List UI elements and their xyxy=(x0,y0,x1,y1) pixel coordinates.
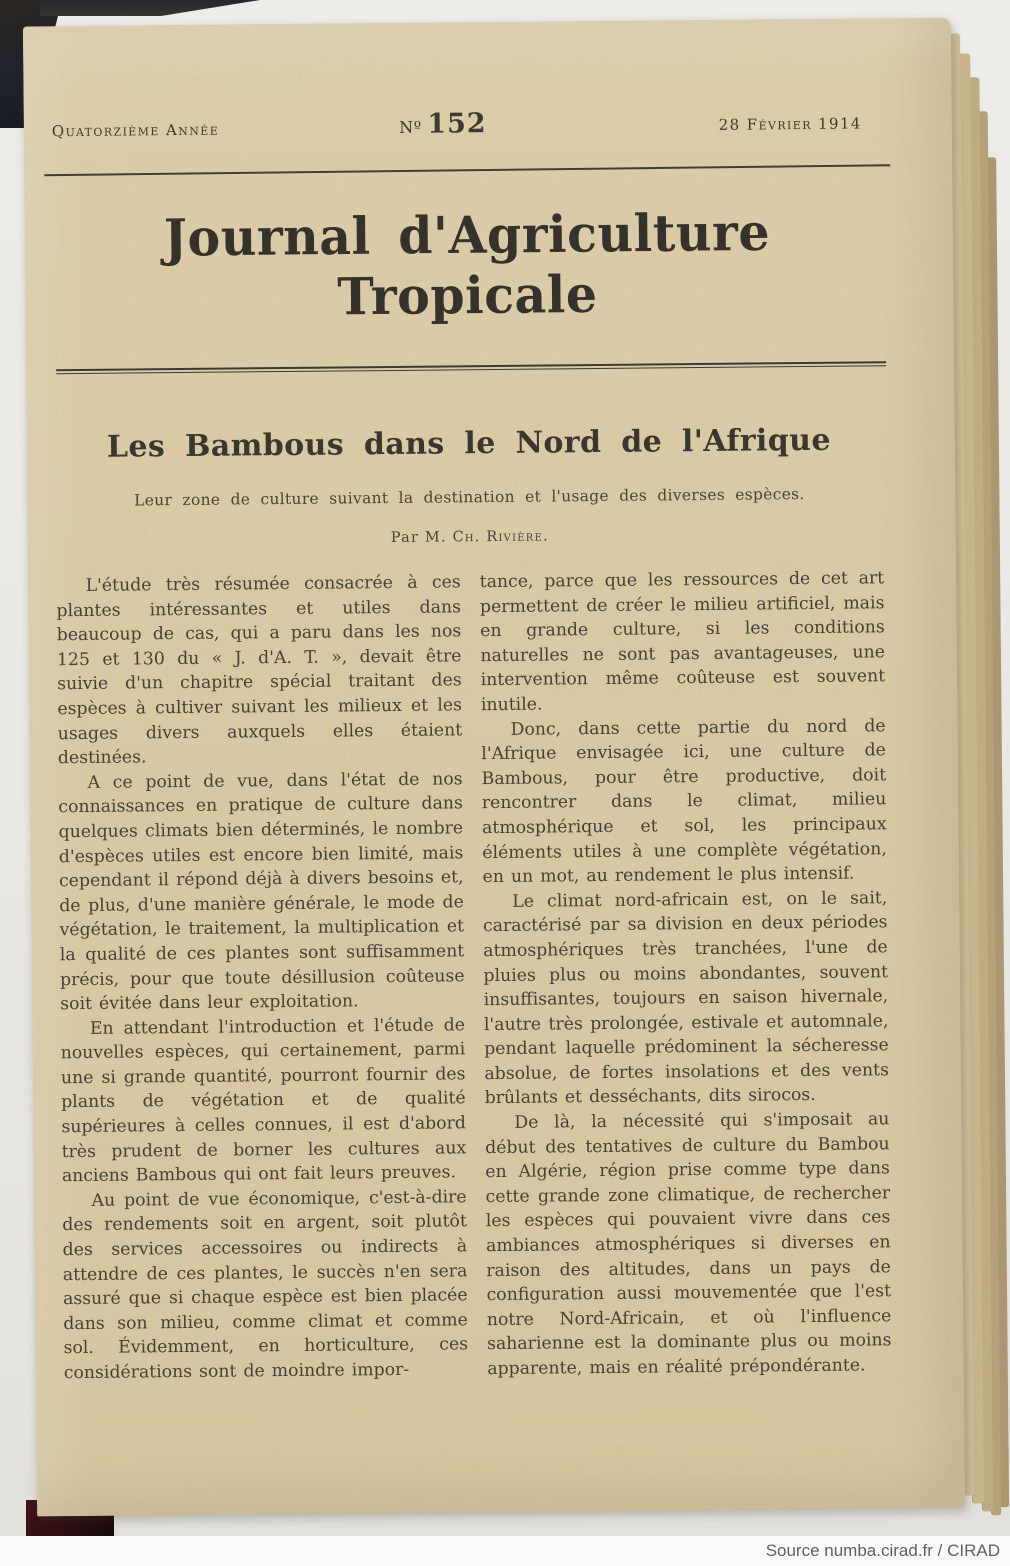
open-book xyxy=(23,18,969,1519)
byline-prefix: Par xyxy=(390,529,420,546)
title-double-rule xyxy=(56,361,886,374)
article-byline xyxy=(56,525,884,549)
paragraph: Le climat nord-africain est, on le sait, caractérisé par sa division en deux périodes atmosphériques très tranchées, l'une de pluies plus ou moins abondantes, souvent insuffisantes, toujours en saison hivernale, l'autre très prolongée, estivale et automnale, pendant laquelle prédominent la sécheresse absolue, de fortes insolations et des vents brûlants et desséchants, dits sirocos. xyxy=(482,887,890,1109)
paragraph: tance, parce que les ressources de cet art permettent de créer le milieu artificiel, mais en grande culture, si les conditions naturelles ne sont pas avantageuses, une intervention même coûteuse est souvent inutile. xyxy=(479,568,886,716)
paragraph: Au point de vue économique, c'est-à-dire des rendements soit en argent, soit plutôt des services accessoires ou indirects à attendre de ces plantes, le succès n'en sera assuré que si chaque espèce est bien placée dans son milieu, comme climat et comme sol. Évidemment, en horticulture, ces considérations sont de moindre impor- xyxy=(62,1187,469,1384)
article-subtitle: Leur zone de culture suivant la destination et l'usage des diverses espèces. xyxy=(134,485,805,510)
paragraph: A ce point de vue, dans l'état de nos connaissances en pratique de culture dans quelques climats bien déterminés, le nombre d'espèces utiles est encore bien limité, mais cependant il répond déjà à divers besoins et, de plus, d'une manière générale, le mode de végétation, le traitement, la multiplication et la qualité de ces plantes sont suffisamment précis, pour que toute désillusion coûteuse soit évitée dans leur exploitation. xyxy=(58,769,465,1015)
book-binding-top-edge xyxy=(40,0,260,16)
paragraph: Donc, dans cette partie du nord de l'Afrique envisagée ici, une culture de Bambous, pour être productive, doit rencontrer dans le climat, milieu atmosphérique et sol, les principaux éléments utiles à une complète végétation, en un mot, au rendement le plus intensif. xyxy=(481,715,887,888)
masthead-date: 28 Février 1914 xyxy=(718,114,862,134)
issue-number: 152 xyxy=(427,108,487,140)
journal-page xyxy=(23,18,965,1517)
masthead-year-label: Quatorzième Année xyxy=(51,120,220,141)
masthead xyxy=(52,104,880,143)
scan-footer-bar xyxy=(0,1536,1010,1566)
column-left xyxy=(56,570,468,1385)
article-title: Les Bambous dans le Nord de l'Afrique xyxy=(106,422,832,465)
paragraph: L'étude très résumée consacrée à ces plantes intéressantes et utiles dans beaucoup de cas, qui a paru dans les nos 125 et 130 du « J. d'A. T. », devait être suivie d'un chapitre spécial traitant des espèces à cultiver suivant les milieux et les usages divers auxquels elles étaient destinées. xyxy=(56,572,463,769)
source-credit: Source numba.cirad.fr / CIRAD xyxy=(765,1541,1000,1560)
text-columns xyxy=(56,566,892,1386)
issue-label: Nº xyxy=(399,117,422,137)
masthead-divider-rule xyxy=(44,164,890,176)
byline-author-name: M. Ch. Rivière. xyxy=(424,528,549,546)
paragraph: En attendant l'introduction et l'étude de nouvelles espèces, qui certainement, parmi une si grande quantité, pourront fournir des plants de végétation et de qualité supérieures à celles connues, il est d'abord très prudent de borner les cultures aux anciens Bambous qui ont fait leurs preuves. xyxy=(60,1014,467,1187)
masthead-issue xyxy=(399,108,487,140)
paragraph: De là, la nécessité qui s'imposait au début des tentatives de culture du Bambou en Algérie, région prise comme type dans cette grande zone climatique, de rechercher les espèces qui pouvaient vivre dans ces ambiances atmosphériques si diverses en raison des altitudes, dans un pays de configuration aussi mouvementée que l'est notre Nord-Africain, et où l'influence saharienne est la dominante plus ou moins apparente, mais en réalité prépondérante. xyxy=(485,1109,892,1380)
column-right xyxy=(480,566,892,1381)
journal-title: Journal d'Agriculture Tropicale xyxy=(163,202,771,327)
